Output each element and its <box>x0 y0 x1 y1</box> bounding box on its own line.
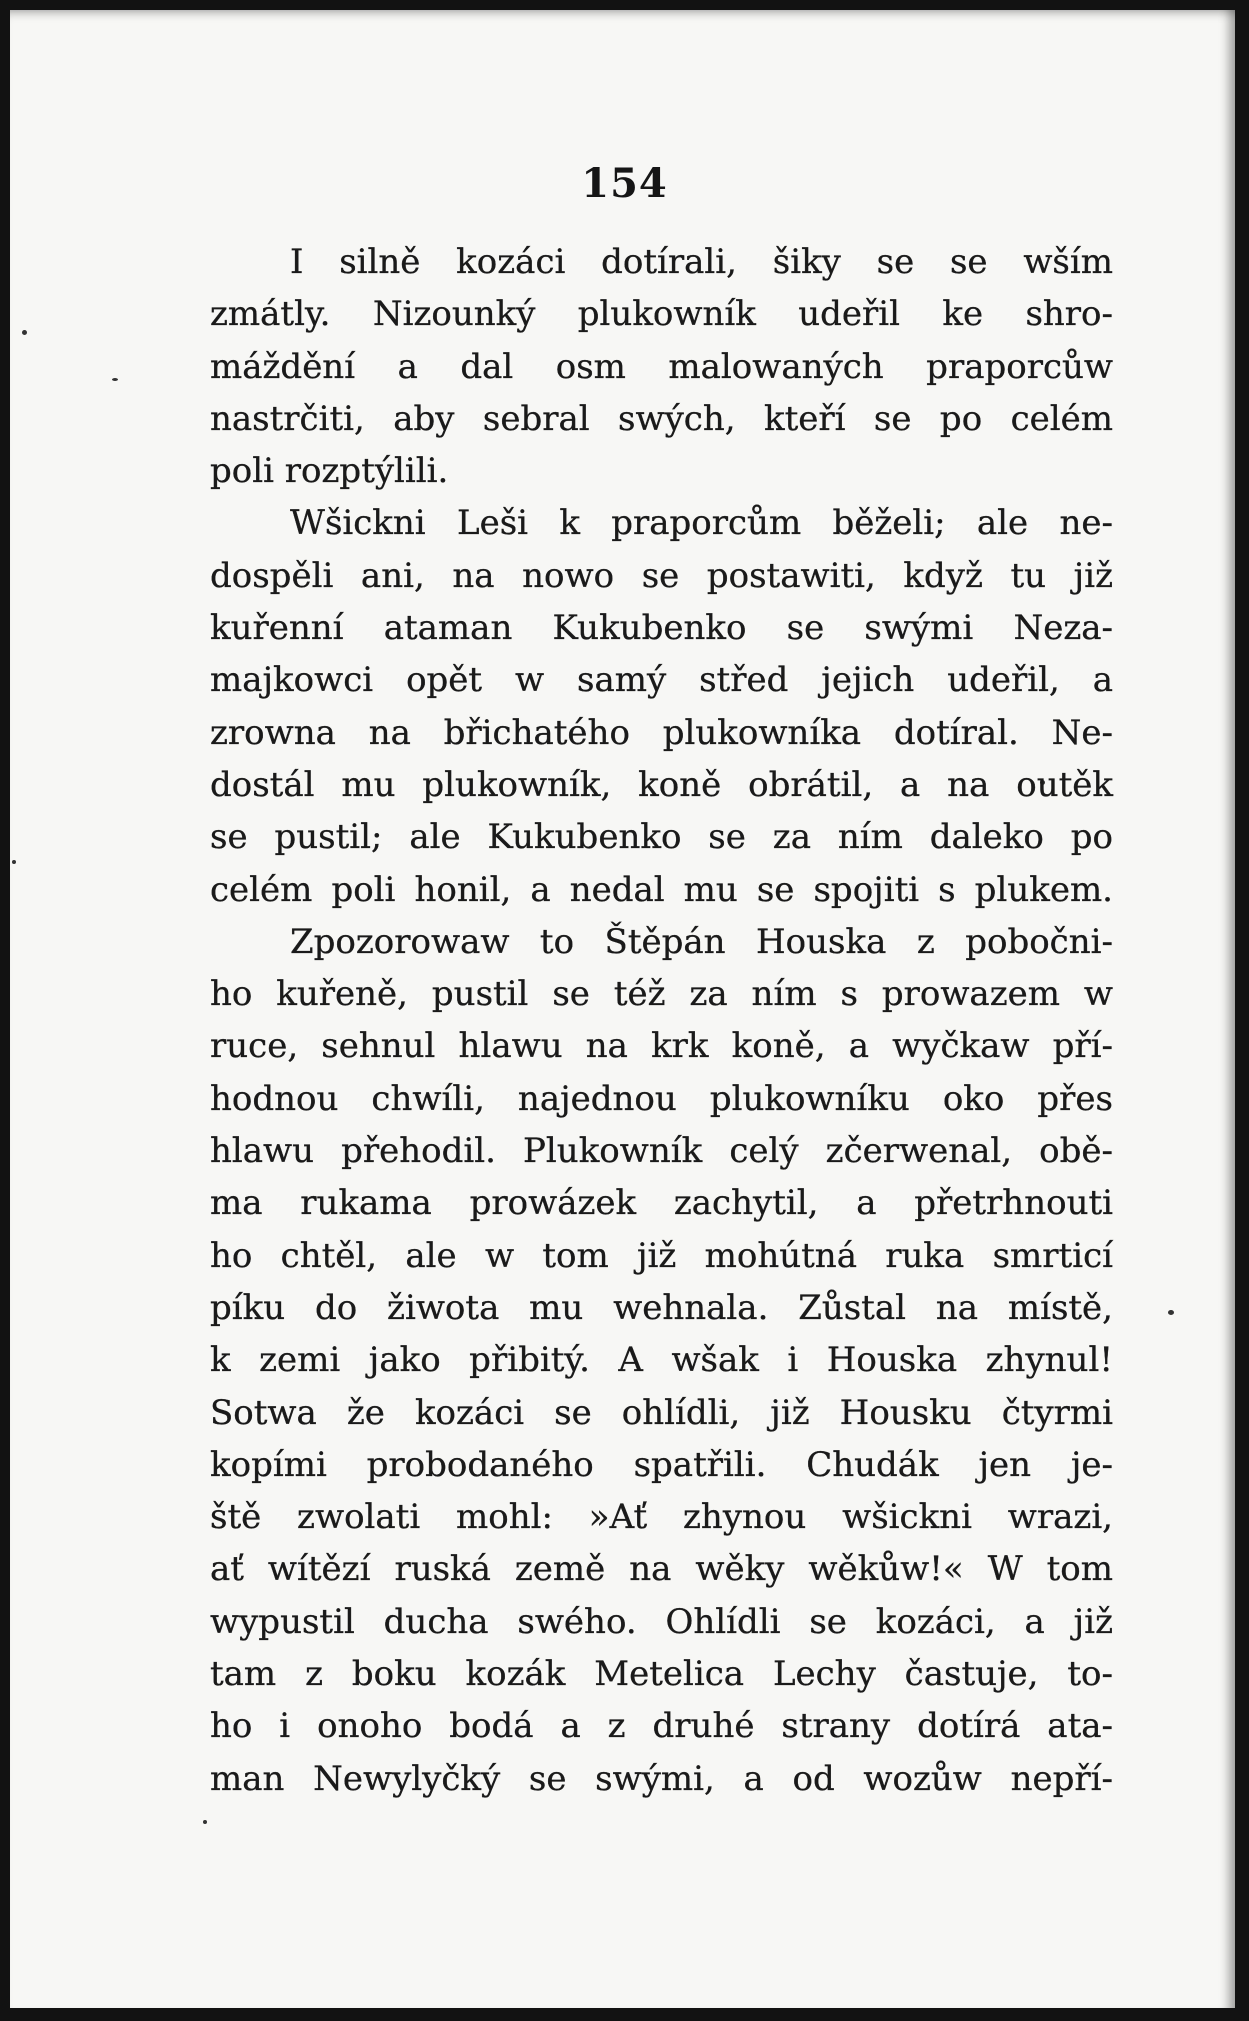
text-line: píku do žiwota mu wehnala. Zůstal na místě, <box>210 1287 1113 1328</box>
text-line: dospěli ani, na nowo se postawiti, když tu již <box>210 555 1113 596</box>
text-line: hlawu přehodil. Plukowník celý zčerwenal, obě- <box>210 1131 1113 1172</box>
text-line: Wšickni Leši k praporcům běželi; ale ne- <box>290 503 1113 544</box>
text-line: kopími probodaného spatřili. Chudák jen je- <box>210 1444 1113 1485</box>
text-line: se pustil; ale Kukubenko se za ním daleko po <box>210 817 1113 858</box>
page-number: 154 <box>581 160 668 207</box>
text-line: majkowci opět w samý střed jejich udeřil, a <box>210 660 1113 701</box>
text-line: ho chtěl, ale w tom již mohútná ruka smrticí <box>210 1235 1113 1276</box>
text-line: nastrčiti, aby sebral swých, kteří se po celém <box>210 398 1113 439</box>
text-line: hodnou chwíli, najednou plukowníku oko přes <box>210 1078 1113 1119</box>
text-line: zrowna na břichatého plukowníka dotíral. Ne- <box>210 712 1113 753</box>
margin-speck <box>112 378 118 381</box>
text-line: tam z boku kozák Metelica Lechy častuje, to- <box>210 1654 1113 1695</box>
text-line: Zpozorowaw to Štěpán Houska z pobočni- <box>290 921 1113 962</box>
text-line: zmátly. Nizounký plukowník udeřil ke shro- <box>210 294 1113 335</box>
text-line: kuřenní ataman Kukubenko se swými Neza- <box>210 608 1113 649</box>
text-line: Sotwa že kozáci se ohlídli, již Housku čtyrmi <box>210 1392 1113 1433</box>
text-line: wypustil ducha swého. Ohlídli se kozáci, a již <box>210 1601 1113 1642</box>
margin-speck <box>1168 1310 1174 1315</box>
text-line: man Newylyčký se swými, a od wozůw nepří- <box>210 1758 1113 1799</box>
text-line: k zemi jako přibitý. A wšak i Houska zhynul! <box>210 1340 1113 1381</box>
text-line: ma rukama prowázek zachytil, a přetrhnouti <box>210 1183 1113 1224</box>
text-line: ště zwolati mohl: »Ať zhynou wšickni wrazi, <box>210 1497 1113 1538</box>
margin-speck <box>22 330 27 335</box>
text-line: ať wítězí ruská země na wěky wěkůw!« W tom <box>210 1549 1113 1590</box>
text-line: dostál mu plukowník, koně obrátil, a na outěk <box>210 764 1113 805</box>
margin-speck <box>203 1820 207 1824</box>
text-line: ho kuřeně, pustil se též za ním s prowazem w <box>210 974 1113 1015</box>
margin-speck <box>12 860 16 864</box>
text-line: poli rozptýlili. <box>210 451 449 492</box>
text-line: ho i onoho bodá a z druhé strany dotírá ata- <box>210 1706 1113 1747</box>
text-line: celém poli honil, a nedal mu se spojiti s plukem. <box>210 869 1113 910</box>
text-line: I silně kozáci dotírali, šiky se se wším <box>290 242 1113 282</box>
body-text <box>210 236 1113 1805</box>
text-line: ruce, sehnul hlawu na krk koně, a wyčkaw pří- <box>210 1026 1113 1067</box>
text-line: máždění a dal osm malowaných praporcůw <box>210 346 1113 387</box>
